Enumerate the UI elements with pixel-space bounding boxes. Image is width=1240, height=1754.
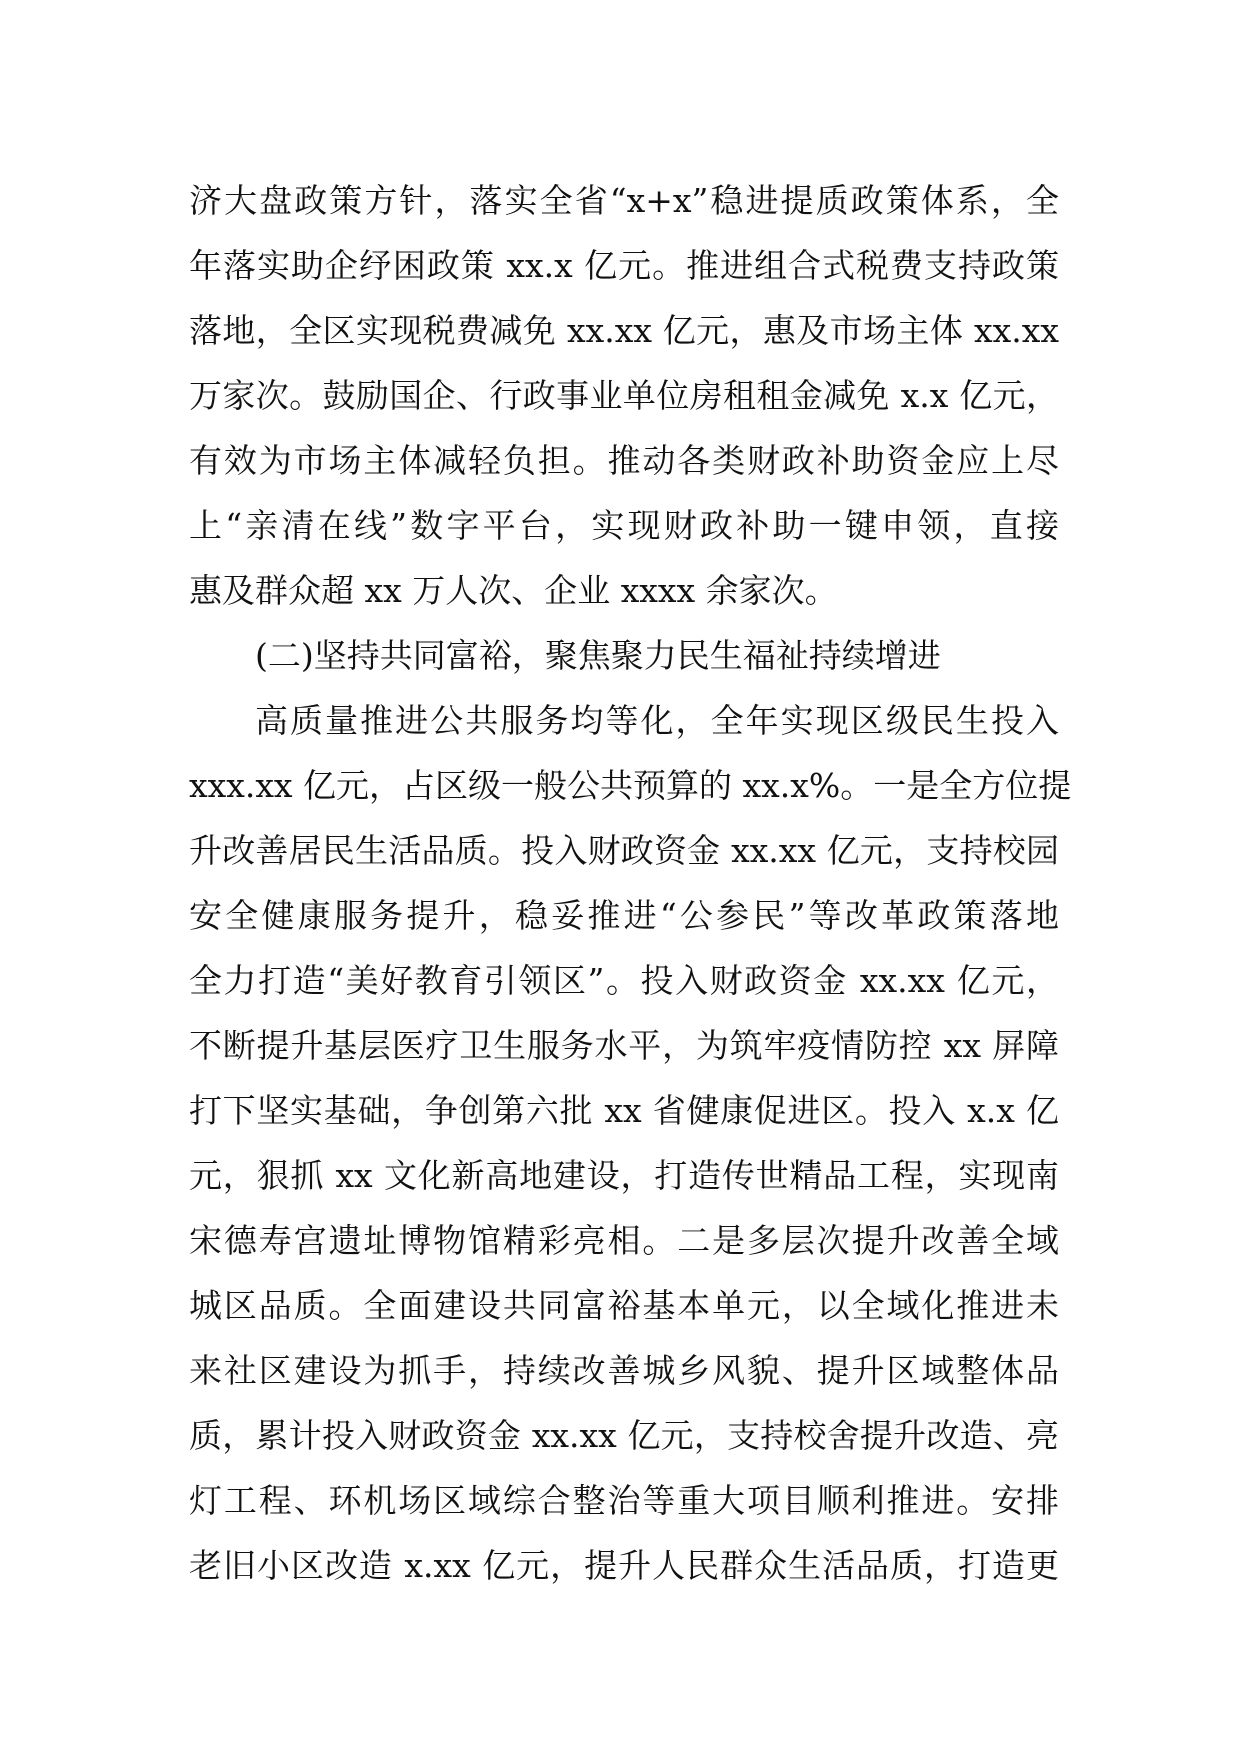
text-line: 打下坚实基础，争创第六批 xx 省健康促进区。投入 x.x 亿 xyxy=(189,1091,1059,1130)
text-line: 上“亲清在线”数字平台，实现财政补助一键申领，直接 xyxy=(189,506,1059,545)
text-line: 不断提升基层医疗卫生服务水平，为筑牢疫情防控 xx 屏障 xyxy=(189,1026,1059,1065)
text-line: 高质量推进公共服务均等化，全年实现区级民生投入 xyxy=(255,701,1059,740)
text-line: 惠及群众超 xx 万人次、企业 xxxx 余家次。 xyxy=(189,571,838,610)
text-line: xxx.xx 亿元，占区级一般公共预算的 xx.x%。一是全方位提 xyxy=(189,766,1072,805)
text-line: 宋德寿宫遗址博物馆精彩亮相。二是多层次提升改善全域 xyxy=(189,1221,1059,1260)
text-line: 落地，全区实现税费减免 xx.xx 亿元，惠及市场主体 xx.xx xyxy=(189,311,1059,350)
text-line: 老旧小区改造 x.xx 亿元，提升人民群众生活品质，打造更 xyxy=(189,1546,1059,1585)
document-page xyxy=(189,168,1072,1598)
section-heading xyxy=(189,623,1059,688)
text-line: 年落实助企纾困政策 xx.x 亿元。推进组合式税费支持政策 xyxy=(189,246,1059,285)
text-line: 济大盘政策方针，落实全省“x+x”稳进提质政策体系，全 xyxy=(189,181,1059,220)
text-line: 元，狠抓 xx 文化新高地建设，打造传世精品工程，实现南 xyxy=(189,1156,1059,1195)
text-line: 万家次。鼓励国企、行政事业单位房租租金减免 x.x 亿元， xyxy=(189,376,1059,415)
text-line: 安全健康服务提升，稳妥推进“公参民”等改革政策落地 xyxy=(189,896,1059,935)
paragraph-tax-relief xyxy=(189,168,1059,623)
text-line: 有效为市场主体减轻负担。推动各类财政补助资金应上尽 xyxy=(189,441,1059,480)
text-line: 质，累计投入财政资金 xx.xx 亿元，支持校舍提升改造、亮 xyxy=(189,1416,1059,1455)
text-line: 灯工程、环机场区域综合整治等重大项目顺利推进。安排 xyxy=(189,1481,1059,1520)
heading-text: (二)坚持共同富裕，聚焦聚力民生福祉持续增进 xyxy=(255,636,941,675)
text-line: 全力打造“美好教育引领区”。投入财政资金 xx.xx 亿元， xyxy=(189,961,1059,1000)
text-line: 来社区建设为抓手，持续改善城乡风貌、提升区域整体品 xyxy=(189,1351,1059,1390)
paragraph-livelihood xyxy=(189,688,1072,1598)
text-line: 城区品质。全面建设共同富裕基本单元，以全域化推进未 xyxy=(189,1286,1059,1325)
text-line: 升改善居民生活品质。投入财政资金 xx.xx 亿元，支持校园 xyxy=(189,831,1059,870)
